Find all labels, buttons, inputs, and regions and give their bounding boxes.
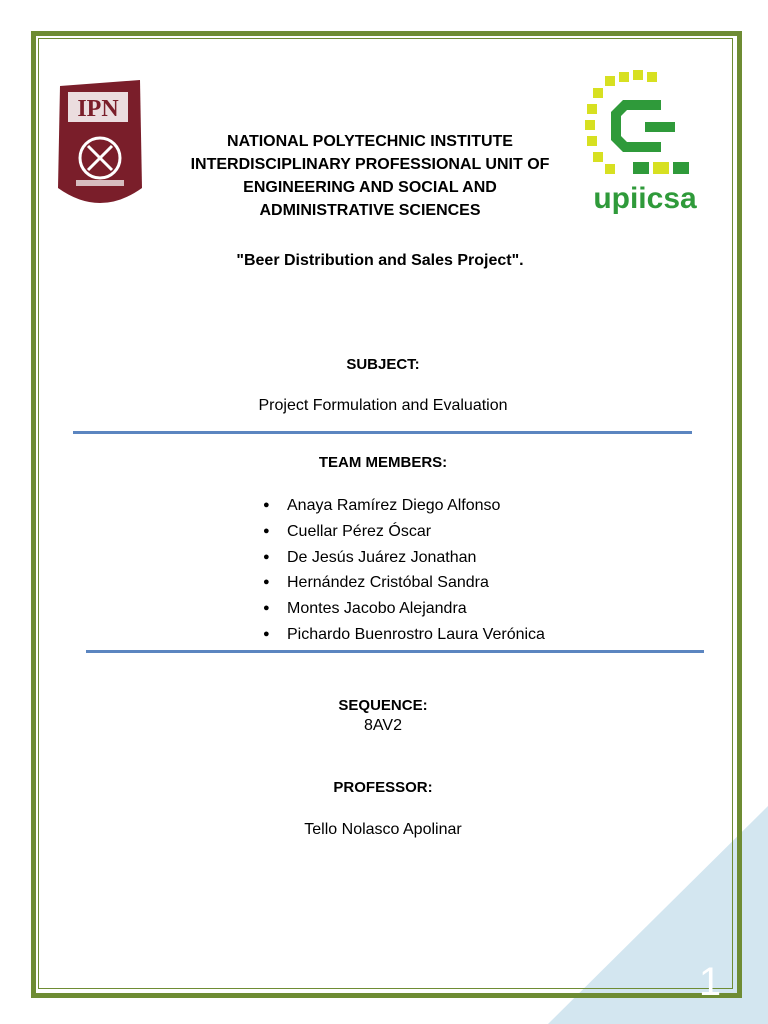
team-member [263,622,703,648]
project-title: "Beer Distribution and Sales Project". [236,252,524,269]
page-number: 1 [698,960,722,1004]
bullet-icon: ● [263,524,270,537]
divider-top [73,431,692,434]
divider-bottom [86,650,704,653]
team-member [263,545,703,571]
team-member-name: Montes Jacobo Alejandra [287,600,467,618]
team-member-name: Cuellar Pérez Óscar [287,522,432,540]
team-member-name: De Jesús Juárez Jonathan [287,548,477,566]
bullet-icon: ● [263,576,270,589]
institution-line-3: ENGINEERING AND SOCIAL AND [243,179,497,196]
team-member [263,493,703,519]
team-member [263,519,703,545]
institution-line-4: ADMINISTRATIVE SCIENCES [259,202,481,219]
team-member [263,570,703,596]
team-member [263,596,703,622]
subject-label: SUBJECT: [346,356,420,373]
sequence-value: 8AV2 [364,717,402,734]
bullet-icon: ● [263,550,270,563]
bullet-icon: ● [263,627,270,640]
institution-line-2: INTERDISCIPLINARY PROFESSIONAL UNIT OF [190,156,550,173]
sequence-label: SEQUENCE: [338,697,428,714]
professor-label: PROFESSOR: [333,779,433,796]
ipn-logo [54,76,146,216]
subject-value: Project Formulation and Evaluation [258,397,508,414]
institution-line-1: NATIONAL POLYTECHNIC INSTITUTE [227,133,513,150]
professor-value: Tello Nolasco Apolinar [304,821,462,838]
upiicsa-logo [583,70,707,216]
team-member-name: Hernández Cristóbal Sandra [287,574,489,592]
team-member-name: Pichardo Buenrostro Laura Verónica [287,625,545,643]
team-members-label: TEAM MEMBERS: [318,454,448,471]
team-members-list [263,493,703,648]
bullet-icon: ● [263,602,270,615]
bullet-icon: ● [263,499,270,511]
upiicsa-logo-text: upiicsa [593,182,697,215]
ipn-logo-text: IPN [77,96,119,122]
team-member-name: Anaya Ramírez Diego Alfonso [287,497,501,514]
institution-name [160,130,580,222]
